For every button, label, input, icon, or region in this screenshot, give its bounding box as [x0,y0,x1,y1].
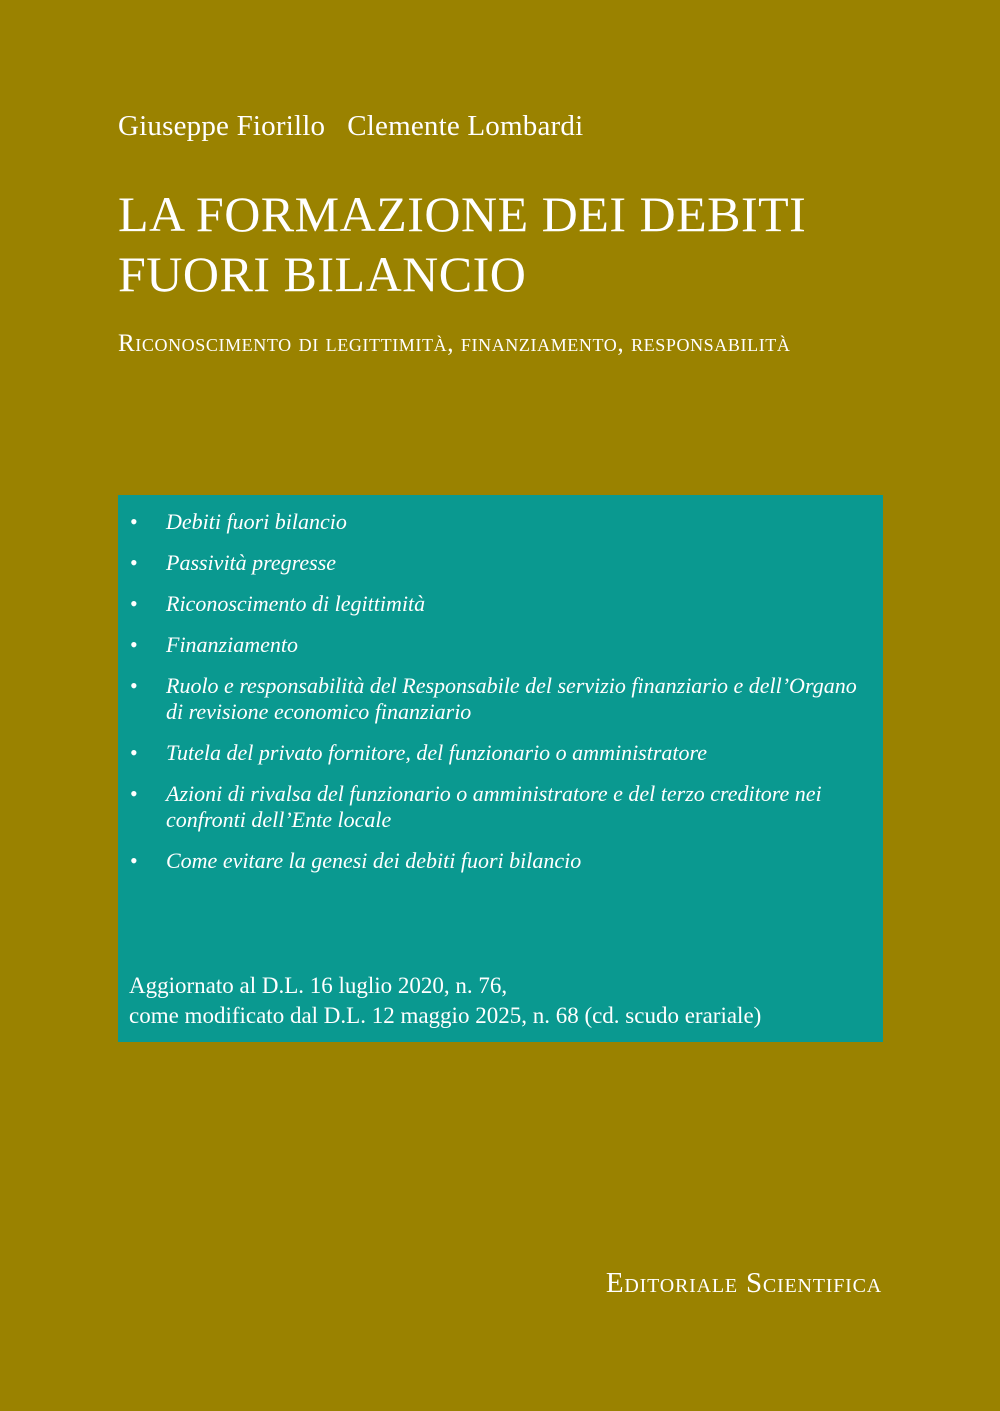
bullet-icon: • [130,848,138,873]
book-title [118,184,806,304]
topic-text: Ruolo e responsabilità del Responsabile del servizio finanziario e dell’Organo di revisione economico finanziario [166,673,857,724]
topic-text: Riconoscimento di legittimità [166,591,426,616]
publisher-name: Editoriale Scientifica [605,1267,882,1299]
update-line: come modificato dal D.L. 12 maggio 2025, n. 68 (cd. scudo erariale) [129,1003,762,1028]
bullet-icon: • [130,781,138,806]
list-item [130,673,870,725]
bullet-icon: • [130,509,138,534]
topics-box [118,495,883,1042]
topic-text: Come evitare la genesi dei debiti fuori bilancio [166,848,582,873]
title-line: LA FORMAZIONE DEI DEBITI [118,186,807,242]
list-item [130,781,870,833]
bullet-icon: • [130,740,138,765]
list-item [130,550,870,576]
bullet-icon: • [130,673,138,698]
topic-text: Debiti fuori bilancio [166,509,347,534]
authors [118,110,583,143]
bullet-icon: • [130,550,138,575]
bullet-icon: • [130,591,138,616]
bullet-icon: • [130,632,138,657]
list-item [130,740,870,766]
topic-text: Tutela del privato fornitore, del funzionario o amministratore [166,740,708,765]
list-item [130,509,870,535]
author-name: Clemente Lombardi [347,110,584,142]
update-line: Aggiornato al D.L. 16 luglio 2020, n. 76, [129,973,508,998]
book-subtitle: Riconoscimento di legittimità, finanziamento, responsabilità [118,330,791,357]
topic-text: Azioni di rivalsa del funzionario o amministratore e del terzo creditore nei confronti dell’Ente locale [166,781,822,832]
update-note [129,971,761,1031]
list-item [130,591,870,617]
list-item [130,848,870,874]
topics-list [130,509,870,889]
topic-text: Finanziamento [166,632,298,657]
list-item [130,632,870,658]
title-line: FUORI BILANCIO [118,246,527,302]
topic-text: Passività pregresse [166,550,337,575]
author-name: Giuseppe Fiorillo [118,110,326,142]
